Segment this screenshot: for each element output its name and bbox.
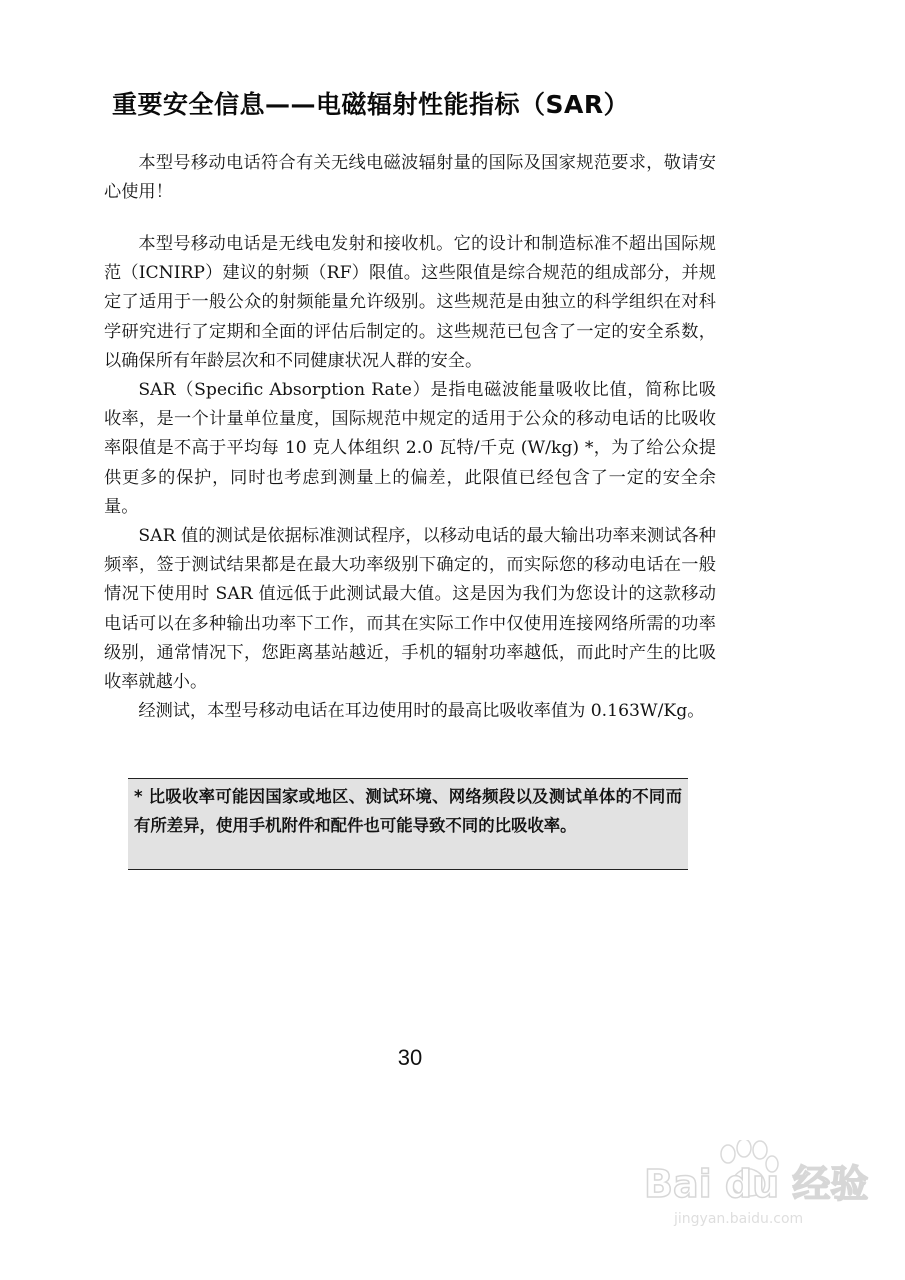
page-title: 重要安全信息——电磁辐射性能指标（SAR）	[112, 90, 630, 119]
footnote-box	[128, 778, 688, 870]
body-text-intro	[104, 149, 716, 207]
body-text-main	[104, 230, 716, 726]
paragraph: 经测试，本型号移动电话在耳边使用时的最高比吸收率值为 0.163W/Kg。	[138, 701, 705, 722]
paragraph: SAR 值的测试是依据标准测试程序，以移动电话的最大输出功率来测试各种频率，签于测试结果都是在最大功率级别下确定的，而实际您的移动电话在一般情况下使用时 SAR 值远低于此测试最大值。这是因为我们为您设计的这款移动电话可以在多种输出功率下工作，而其在实际工作中仅使用连接网络所需的功率级别，通常情况下，您距离基站越近，手机的辐射功率越低，而此时产生的比吸收率就越小。	[104, 526, 716, 693]
footnote-text: * 比吸收率可能因国家或地区、测试环境、网络频段以及测试单体的不同而有所差异，使用手机附件和配件也可能导致不同的比吸收率。	[134, 787, 682, 835]
watermark-logo: Bai du 经验	[644, 1162, 869, 1206]
paragraph: 本型号移动电话符合有关无线电磁波辐射量的国际及国家规范要求，敬请安心使用！	[104, 153, 716, 203]
page-number: 30	[397, 1045, 423, 1070]
paragraph: SAR（Specific Absorption Rate）是指电磁波能量吸收比值，简称比吸收率，是一个计量单位量度，国际规范中规定的适用于公众的移动电话的比吸收率限值是不高于平均每 10 克人体组织 2.0 瓦特/千克 (W/kg) *，为了给公众提供更多的保护，同时也考虑到测量上的偏差，此限值已经包含了一定的安全余量。	[104, 380, 716, 517]
paragraph: 本型号移动电话是无线电发射和接收机。它的设计和制造标准不超出国际规范（ICNIRP）建议的射频（RF）限值。这些限值是综合规范的组成部分，并规定了适用于一般公众的射频能量允许级别。这些规范是由独立的科学组织在对科学研究进行了定期和全面的评估后制定的。这些规范已包含了一定的安全系数，以确保所有年龄层次和不同健康状况人群的安全。	[104, 234, 716, 371]
watermark-url: jingyan.baidu.com	[674, 1211, 804, 1227]
baidu-watermark	[640, 1140, 880, 1240]
